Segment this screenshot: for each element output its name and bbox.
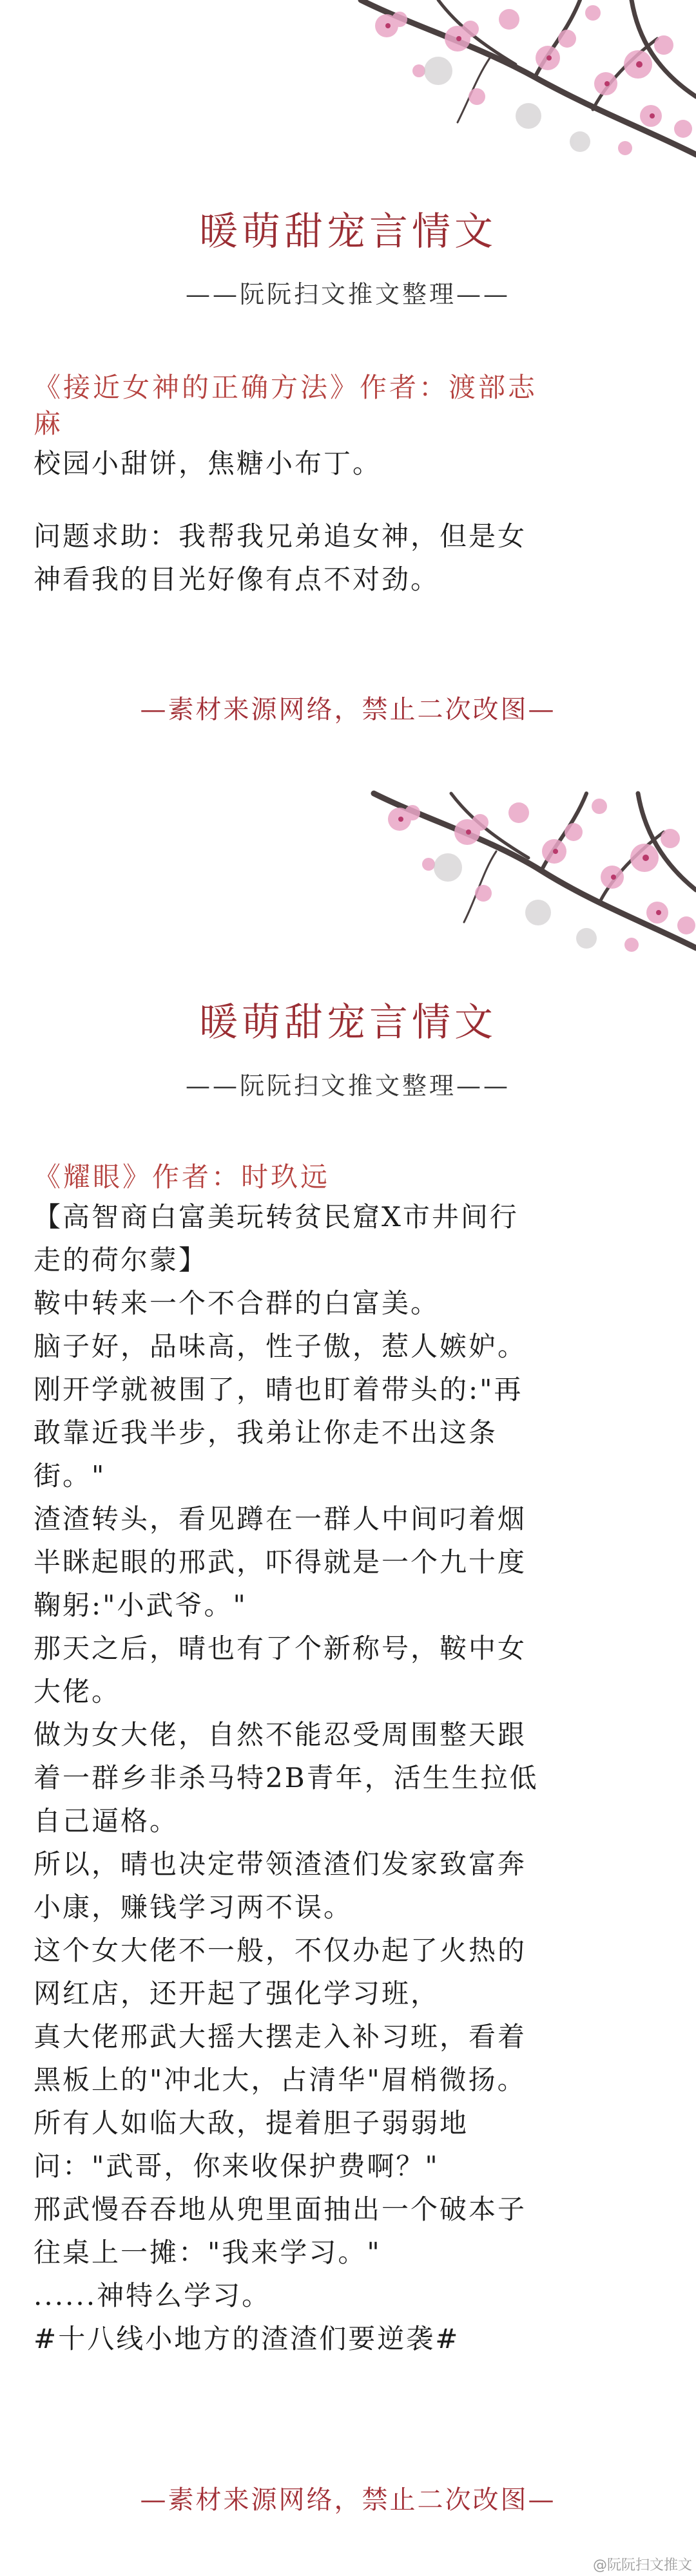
synopsis-line: 鞠躬:"小武爷。" — [34, 1589, 247, 1621]
synopsis-line: 问题求助：我帮我兄弟追女神，但是女 — [34, 520, 527, 552]
synopsis-line: 问："武哥，你来收保护费啊？" — [34, 2150, 440, 2182]
book-title-line: 《接近女神的正确方法》作者：渡部志 — [34, 372, 538, 403]
synopsis-line: 自己逼格。 — [34, 1805, 179, 1837]
synopsis-line: 鞍中转来一个不合群的白富美。 — [34, 1287, 440, 1319]
synopsis-line: 走的荷尔蒙】 — [34, 1244, 208, 1276]
watermark: @阮阮扫文推文 — [592, 2557, 692, 2573]
synopsis-line: 渣渣转头，看见蹲在一群人中间叼着烟 — [34, 1503, 527, 1535]
plum-blossom-illustration — [245, 0, 696, 167]
book-title-line: 《耀眼》作者：时玖远 — [34, 1161, 331, 1193]
synopsis-line: 那天之后，晴也有了个新称号，鞍中女 — [34, 1633, 527, 1664]
hashtag-line: #十八线小地方的渣渣们要逆袭# — [34, 2323, 460, 2354]
synopsis-line: 脑子好，品味高，性子傲，惹人嫉妒。 — [34, 1331, 527, 1362]
synopsis-line: 校园小甜饼，焦糖小布丁。 — [34, 448, 382, 479]
synopsis-line: 真大佬邢武大摇大摆走入补习班，看着 — [34, 2021, 527, 2052]
paragraph-gap — [34, 485, 646, 515]
synopsis-line: 往桌上一摊："我来学习。" — [34, 2237, 382, 2268]
synopsis-line: 所以，晴也决定带领渣渣们发家致富奔 — [34, 1848, 527, 1880]
synopsis-line: 街。" — [34, 1460, 106, 1492]
site-subtitle: ——阮阮扫文推文整理—— — [185, 280, 510, 308]
synopsis-line: 做为女大佬，自然不能忍受周围整天跟 — [34, 1719, 527, 1750]
synopsis-line: 这个女大佬不一般，不仅办起了火热的 — [34, 1935, 527, 1966]
book-recommendation-1 — [34, 370, 646, 601]
synopsis-line: 小康，赚钱学习两不误。 — [34, 1891, 353, 1923]
book-title-line: 麻 — [34, 408, 64, 439]
book-recommendation-2 — [34, 1159, 646, 2360]
copyright-notice: —素材来源网络，禁止二次改图— — [140, 2485, 556, 2515]
site-title: 暖萌甜宠言情文 — [199, 1000, 497, 1045]
site-subtitle: ——阮阮扫文推文整理—— — [185, 1072, 510, 1100]
synopsis-line: 半眯起眼的邢武，吓得就是一个九十度 — [34, 1546, 527, 1578]
synopsis-line: 敢靠近我半步，我弟让你走不出这条 — [34, 1417, 498, 1448]
synopsis-line: 刚开学就被围了，晴也盯着带头的:"再 — [34, 1374, 523, 1405]
synopsis-line: 【高智商白富美玩转贫民窟X市井间行 — [34, 1201, 519, 1233]
synopsis-line: ......神特么学习。 — [34, 2280, 271, 2311]
synopsis-line: 网红店，还开起了强化学习班， — [34, 1978, 440, 2009]
synopsis-line: 黑板上的"冲北大，占清华"眉梢微扬。 — [34, 2064, 527, 2096]
synopsis-line: 神看我的目光好像有点不对劲。 — [34, 564, 440, 595]
plum-blossom-illustration — [245, 787, 696, 967]
site-title: 暖萌甜宠言情文 — [199, 209, 497, 254]
synopsis-line: 着一群乡非杀马特2B青年，活生生拉低 — [34, 1762, 539, 1794]
synopsis-line: 大佬。 — [34, 1676, 121, 1707]
synopsis-line: 所有人如临大敌，提着胆子弱弱地 — [34, 2107, 469, 2139]
copyright-notice: —素材来源网络，禁止二次改图— — [140, 695, 556, 724]
synopsis-line: 邢武慢吞吞地从兜里面抽出一个破本子 — [34, 2193, 527, 2225]
